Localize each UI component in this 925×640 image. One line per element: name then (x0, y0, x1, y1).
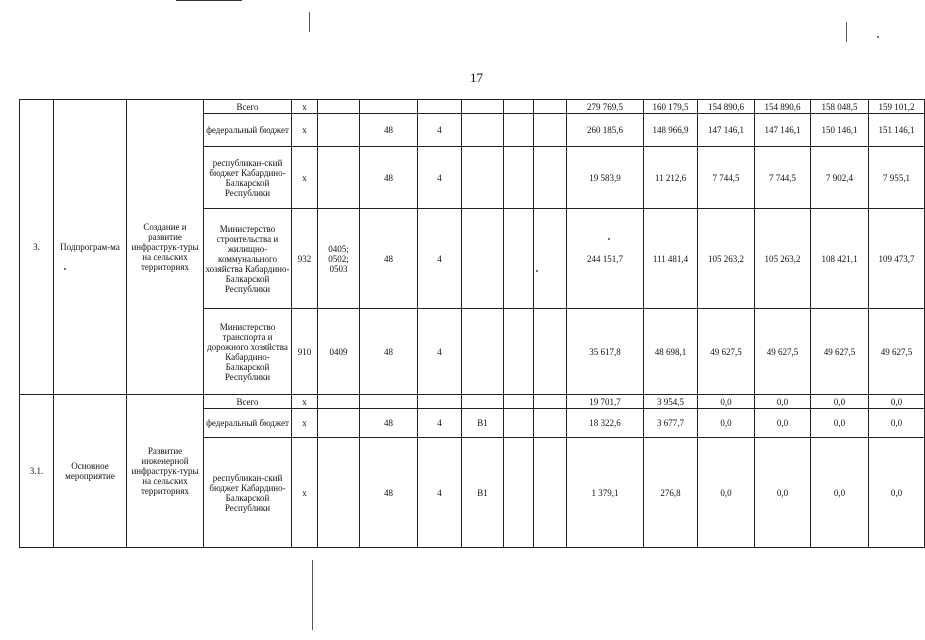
value-cell: 109 473,7 (869, 209, 925, 309)
cs-cell: 48 (360, 209, 418, 309)
cs-cell (504, 114, 534, 147)
cs-cell: 48 (360, 309, 418, 395)
value-cell: 154 890,6 (755, 100, 811, 114)
value-cell: 105 263,2 (755, 209, 811, 309)
value-cell: 0,0 (811, 438, 869, 548)
row-number: 3.1. (20, 395, 54, 548)
funding-source: Министерство транспорта и дорожного хозяйства Кабардино-Балкарской Республики (204, 309, 292, 395)
value-cell: 49 627,5 (811, 309, 869, 395)
grbs-cell: х (292, 438, 318, 548)
value-cell: 0,0 (698, 395, 755, 409)
funding-source: Всего (204, 100, 292, 114)
value-cell: 11 212,6 (644, 147, 698, 209)
value-cell: 158 048,5 (811, 100, 869, 114)
value-cell: 0,0 (755, 438, 811, 548)
value-cell: 0,0 (755, 409, 811, 438)
value-cell: 3 677,7 (644, 409, 698, 438)
value-cell: 244 151,7 (567, 209, 644, 309)
funding-source: республикан-ский бюджет Кабардино-Балкарской Республики (204, 438, 292, 548)
value-cell: 111 481,4 (644, 209, 698, 309)
rzpr-cell (318, 147, 360, 209)
value-cell: 0,0 (811, 395, 869, 409)
cs-cell: 48 (360, 114, 418, 147)
vr-cell (534, 114, 567, 147)
vr-cell (534, 100, 567, 114)
budget-table (19, 99, 925, 548)
funding-source: федеральный бюджет (204, 409, 292, 438)
value-cell: 279 769,5 (567, 100, 644, 114)
value-cell: 1 379,1 (567, 438, 644, 548)
cs-cell (504, 395, 534, 409)
value-cell: 0,0 (869, 395, 925, 409)
scan-artifact-dot (877, 36, 879, 38)
funding-source: республикан-ский бюджет Кабардино-Балкарской Республики (204, 147, 292, 209)
vr-cell (534, 395, 567, 409)
value-cell: 147 146,1 (698, 114, 755, 147)
value-cell: 0,0 (869, 409, 925, 438)
value-cell: 159 101,2 (869, 100, 925, 114)
cs-cell (504, 409, 534, 438)
vr-cell (534, 438, 567, 548)
row-status: Подпрограм-ма (54, 100, 127, 395)
value-cell: 35 617,8 (567, 309, 644, 395)
scan-artifact-vline (312, 560, 313, 630)
row-number: 3. (20, 100, 54, 395)
value-cell: 0,0 (698, 409, 755, 438)
scan-artifact-line (176, 0, 242, 1)
rzpr-cell (318, 438, 360, 548)
cs-cell: В1 (462, 409, 504, 438)
value-cell: 0,0 (811, 409, 869, 438)
cs-cell (462, 100, 504, 114)
value-cell: 49 627,5 (869, 309, 925, 395)
table-row (20, 395, 925, 409)
cs-cell: 4 (418, 114, 462, 147)
cs-cell: 4 (418, 409, 462, 438)
rzpr-cell: 0405; 0502; 0503 (318, 209, 360, 309)
cs-cell (418, 100, 462, 114)
cs-cell (504, 309, 534, 395)
value-cell: 148 966,9 (644, 114, 698, 147)
vr-cell (534, 147, 567, 209)
value-cell: 7 902,4 (811, 147, 869, 209)
value-cell: 3 954,5 (644, 395, 698, 409)
grbs-cell: х (292, 409, 318, 438)
cs-cell (504, 209, 534, 309)
cs-cell: 4 (418, 438, 462, 548)
cs-cell (462, 395, 504, 409)
funding-source: Всего (204, 395, 292, 409)
grbs-cell: х (292, 114, 318, 147)
value-cell: 7 955,1 (869, 147, 925, 209)
value-cell: 7 744,5 (755, 147, 811, 209)
funding-source: Министерство строительства и жилищно-коммунального хозяйства Кабардино-Балкарской Республики (204, 209, 292, 309)
value-cell: 260 185,6 (567, 114, 644, 147)
value-cell: 0,0 (698, 438, 755, 548)
cs-cell: 4 (418, 147, 462, 209)
grbs-cell: 910 (292, 309, 318, 395)
value-cell: 18 322,6 (567, 409, 644, 438)
value-cell: 0,0 (869, 438, 925, 548)
cs-cell: 4 (418, 209, 462, 309)
cs-cell (462, 209, 504, 309)
scan-artifact-vline (846, 22, 847, 42)
rzpr-cell (318, 395, 360, 409)
cs-cell: В1 (462, 438, 504, 548)
cs-cell (504, 100, 534, 114)
value-cell: 147 146,1 (755, 114, 811, 147)
vr-cell (534, 409, 567, 438)
rzpr-cell (318, 114, 360, 147)
funding-source: федеральный бюджет (204, 114, 292, 147)
cs-cell (360, 395, 418, 409)
cs-cell (462, 114, 504, 147)
row-status: Основное мероприятие (54, 395, 127, 548)
vr-cell (534, 309, 567, 395)
value-cell: 7 744,5 (698, 147, 755, 209)
rzpr-cell (318, 100, 360, 114)
cs-cell (504, 147, 534, 209)
grbs-cell: х (292, 147, 318, 209)
cs-cell (504, 438, 534, 548)
grbs-cell: 932 (292, 209, 318, 309)
value-cell: 0,0 (755, 395, 811, 409)
cs-cell: 48 (360, 147, 418, 209)
cs-cell: 4 (418, 309, 462, 395)
value-cell: 108 421,1 (811, 209, 869, 309)
cs-cell (462, 147, 504, 209)
grbs-cell: х (292, 100, 318, 114)
value-cell: 105 263,2 (698, 209, 755, 309)
page-number: 17 (470, 70, 483, 85)
cs-cell (462, 309, 504, 395)
value-cell: 151 146,1 (869, 114, 925, 147)
value-cell: 48 698,1 (644, 309, 698, 395)
rzpr-cell (318, 409, 360, 438)
grbs-cell: х (292, 395, 318, 409)
value-cell: 150 146,1 (811, 114, 869, 147)
cs-cell (418, 395, 462, 409)
value-cell: 154 890,6 (698, 100, 755, 114)
value-cell: 49 627,5 (698, 309, 755, 395)
row-program-name: Развитие инженерной инфраструк-туры на сельских территориях (127, 395, 204, 548)
value-cell: 19 701,7 (567, 395, 644, 409)
rzpr-cell: 0409 (318, 309, 360, 395)
value-cell: 19 583,9 (567, 147, 644, 209)
cs-cell (360, 100, 418, 114)
value-cell: 276,8 (644, 438, 698, 548)
table-row (20, 100, 925, 114)
scan-artifact-vline (309, 12, 310, 32)
value-cell: 49 627,5 (755, 309, 811, 395)
value-cell: 160 179,5 (644, 100, 698, 114)
cs-cell: 48 (360, 409, 418, 438)
cs-cell: 48 (360, 438, 418, 548)
row-program-name: Создание и развитие инфраструк-туры на сельских территориях (127, 100, 204, 395)
vr-cell (534, 209, 567, 309)
